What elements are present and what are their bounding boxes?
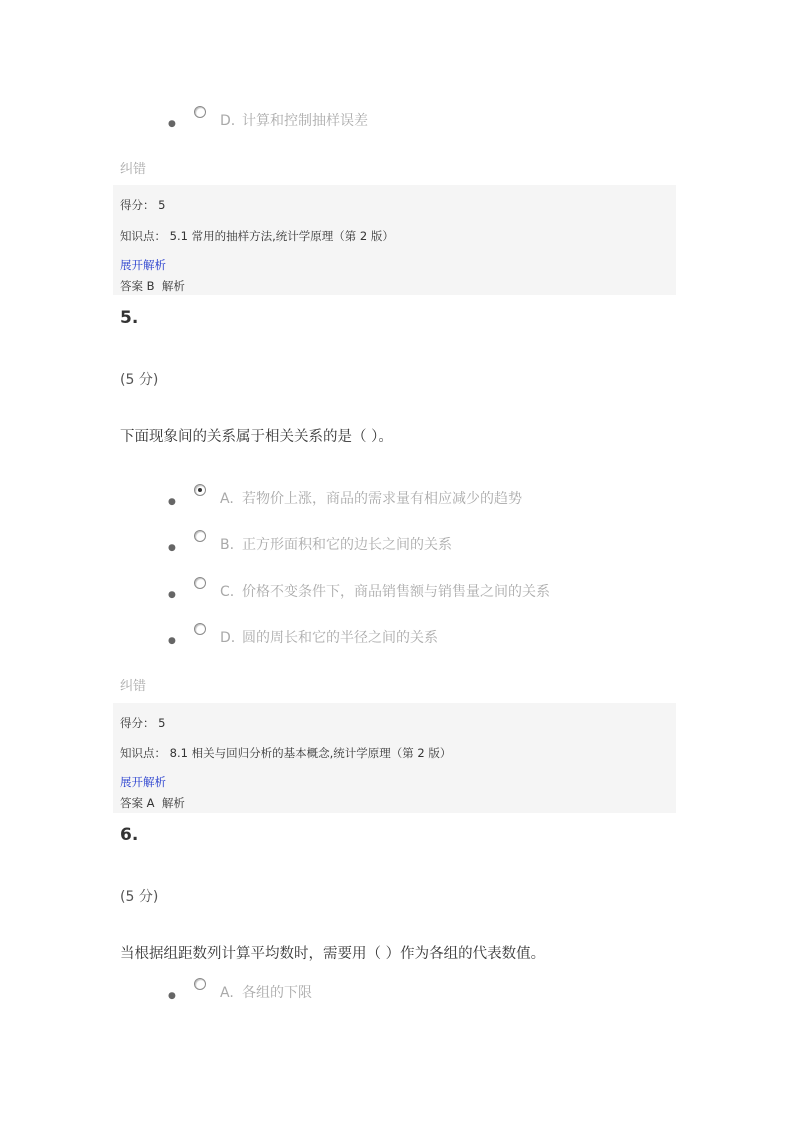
answer-line bbox=[120, 278, 185, 294]
expand-analysis-link[interactable]: 展开解析 bbox=[120, 258, 166, 272]
option-letter: C. bbox=[220, 584, 235, 600]
knowledge-value: 8.1 相关与回归分析的基本概念,统计学原理（第 2 版） bbox=[169, 746, 452, 760]
question-points: (5 分) bbox=[120, 372, 159, 388]
radio-button[interactable] bbox=[194, 530, 206, 542]
list-bullet: ● bbox=[168, 590, 176, 600]
score-line bbox=[120, 197, 165, 213]
result-panel-q5 bbox=[113, 703, 676, 813]
question-points: (5 分) bbox=[120, 889, 159, 905]
option-text: 计算和控制抽样误差 bbox=[242, 113, 368, 129]
knowledge-label: 知识点： bbox=[120, 229, 166, 243]
option-text: 价格不变条件下，商品销售额与销售量之间的关系 bbox=[242, 584, 550, 600]
option-letter: A. bbox=[220, 491, 234, 507]
question-stem: 当根据组距数列计算平均数时，需要用（ ）作为各组的代表数值。 bbox=[120, 946, 546, 962]
option-letter: D. bbox=[220, 113, 236, 129]
expand-analysis-link[interactable]: 展开解析 bbox=[120, 775, 166, 789]
radio-button-selected[interactable] bbox=[194, 484, 206, 496]
question-number: 6. bbox=[120, 825, 139, 845]
analysis-label: 解析 bbox=[161, 796, 185, 810]
radio-button[interactable] bbox=[194, 106, 206, 118]
radio-button[interactable] bbox=[194, 577, 206, 589]
list-bullet: ● bbox=[168, 119, 176, 129]
score-label: 得分： bbox=[120, 716, 155, 730]
option-row-q5-d[interactable] bbox=[168, 629, 728, 653]
score-line bbox=[120, 715, 165, 731]
radio-button[interactable] bbox=[194, 623, 206, 635]
list-bullet: ● bbox=[168, 543, 176, 553]
option-text: 正方形面积和它的边长之间的关系 bbox=[242, 537, 452, 553]
answer-line bbox=[120, 795, 185, 811]
radio-button[interactable] bbox=[194, 978, 206, 990]
answer-label: 答案 A bbox=[120, 796, 155, 810]
knowledge-value: 5.1 常用的抽样方法,统计学原理（第 2 版） bbox=[169, 229, 394, 243]
report-error-link[interactable]: 纠错 bbox=[120, 162, 147, 177]
question-stem: 下面现象间的关系属于相关关系的是（ ）。 bbox=[120, 429, 393, 445]
knowledge-point-line bbox=[120, 228, 394, 244]
list-bullet: ● bbox=[168, 991, 176, 1001]
score-value: 5 bbox=[158, 198, 166, 212]
result-panel-q4 bbox=[113, 185, 676, 295]
knowledge-point-line bbox=[120, 745, 451, 761]
option-letter: B. bbox=[220, 537, 235, 553]
list-bullet: ● bbox=[168, 636, 176, 646]
report-error-link[interactable]: 纠错 bbox=[120, 679, 147, 694]
answer-label: 答案 B bbox=[120, 279, 155, 293]
option-text: 若物价上涨，商品的需求量有相应减少的趋势 bbox=[242, 491, 522, 507]
option-letter: D. bbox=[220, 630, 236, 646]
question-number: 5. bbox=[120, 308, 139, 328]
option-row-q5-b[interactable] bbox=[168, 536, 728, 560]
knowledge-label: 知识点： bbox=[120, 746, 166, 760]
option-row-q6-a[interactable] bbox=[168, 984, 728, 1008]
option-row-q4-d[interactable] bbox=[168, 112, 728, 136]
option-letter: A. bbox=[220, 985, 234, 1001]
option-row-q5-c[interactable] bbox=[168, 583, 728, 607]
score-value: 5 bbox=[158, 716, 166, 730]
analysis-label: 解析 bbox=[161, 279, 185, 293]
option-text: 各组的下限 bbox=[242, 985, 312, 1001]
option-text: 圆的周长和它的半径之间的关系 bbox=[242, 630, 438, 646]
list-bullet: ● bbox=[168, 497, 176, 507]
score-label: 得分： bbox=[120, 198, 155, 212]
option-row-q5-a[interactable] bbox=[168, 490, 728, 514]
